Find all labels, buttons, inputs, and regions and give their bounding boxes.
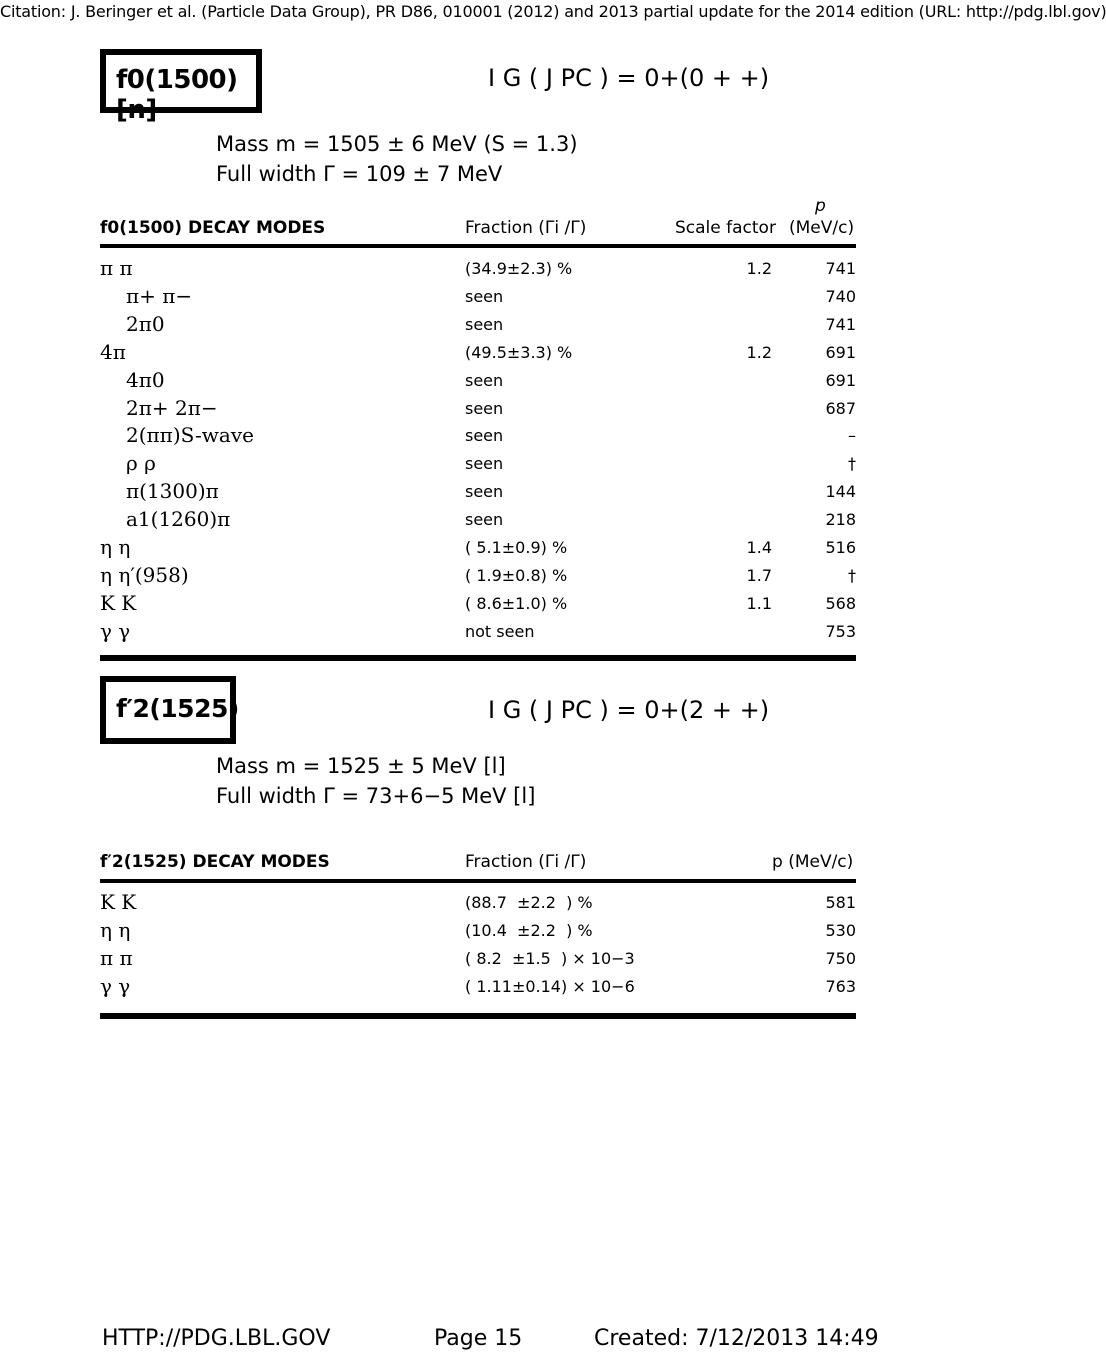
- table-row: [100, 918, 856, 946]
- table-row: [100, 479, 856, 507]
- table-row: [100, 340, 856, 368]
- momentum-value: 691: [825, 342, 856, 362]
- momentum-value: –: [848, 426, 856, 446]
- footer-created: Created: 7/12/2013 14:49: [594, 1326, 879, 1351]
- table-row: [100, 890, 856, 918]
- momentum-value: 741: [825, 259, 856, 278]
- table-row: [100, 946, 856, 974]
- scale-factor-header: Scale factor: [675, 218, 776, 238]
- fraction-value: ( 8.6±1.0) %: [465, 593, 568, 613]
- fraction-value: seen: [465, 314, 504, 334]
- table-row: [100, 591, 856, 619]
- table-row: [100, 451, 856, 479]
- particle-title-box: [100, 49, 262, 125]
- mass-line-2: Mass m = 1525 ± 5 MeV [l]: [216, 754, 506, 778]
- table-row: [100, 396, 856, 424]
- table-row: [100, 619, 856, 647]
- momentum-value: 741: [825, 314, 856, 334]
- fraction-value: seen: [465, 286, 504, 306]
- fraction-value: (88.7 ±2.2 ) %: [465, 893, 593, 912]
- decay-mode: 2π+ 2π−: [126, 395, 218, 420]
- fraction-value: (49.5±3.3) %: [465, 342, 573, 362]
- footer-page: Page 15: [434, 1326, 523, 1351]
- section-rule-2: [100, 1013, 856, 1019]
- momentum-value: 691: [825, 370, 856, 390]
- width-line-2: Full width Γ = 73+6−5 MeV [l]: [216, 784, 536, 808]
- scale-factor-value: 1.4: [746, 538, 772, 557]
- momentum-value: 218: [825, 510, 856, 530]
- quantum-numbers-2: I G ( J PC ) = 0+(2 + +): [488, 696, 770, 724]
- particle-name: f0(1500) [n]: [116, 65, 238, 125]
- header-rule-2: [100, 879, 856, 883]
- decay-mode: π π: [100, 256, 133, 280]
- momentum-value: 568: [825, 593, 856, 613]
- table-row: [100, 507, 856, 535]
- section-rule: [100, 655, 856, 661]
- decay-mode: ρ ρ: [126, 451, 156, 476]
- momentum-value: 144: [825, 482, 856, 502]
- momentum-value: 687: [825, 398, 856, 418]
- mass-line: Mass m = 1505 ± 6 MeV (S = 1.3): [216, 132, 578, 156]
- table-row: [100, 284, 856, 312]
- table-row: [100, 256, 856, 284]
- decay-mode: η η: [100, 917, 131, 942]
- scale-factor-value: 1.1: [746, 593, 772, 613]
- momentum-value: 750: [825, 948, 856, 968]
- fraction-value: seen: [465, 370, 504, 390]
- momentum-value: 763: [825, 976, 856, 996]
- decay-modes-header-2: f′2(1525) DECAY MODES: [100, 852, 330, 872]
- decay-mode: π+ π−: [126, 283, 193, 308]
- particle-name-2: f′2(1525): [116, 694, 239, 723]
- fraction-value: ( 1.11±0.14) × 10−6: [465, 976, 635, 996]
- decay-mode: 4π0: [126, 367, 165, 392]
- scale-factor-value: 1.2: [746, 259, 772, 278]
- scale-factor-value: 1.2: [746, 342, 772, 362]
- momentum-value: †: [848, 454, 856, 474]
- fraction-value: (10.4 ±2.2 ) %: [465, 920, 593, 940]
- scale-factor-value: 1.7: [746, 565, 772, 585]
- table-row: [100, 312, 856, 340]
- fraction-value: ( 8.2 ±1.5 ) × 10−3: [465, 948, 635, 968]
- table-row: [100, 535, 856, 563]
- header-rule: [100, 244, 856, 248]
- decay-mode: η η′(958): [100, 562, 189, 587]
- table-row: [100, 563, 856, 591]
- fraction-header-2: Fraction (Γi /Γ): [465, 852, 587, 872]
- fraction-value: seen: [465, 426, 504, 446]
- momentum-value: †: [848, 565, 856, 585]
- fraction-value: not seen: [465, 621, 535, 641]
- decay-modes-header: f0(1500) DECAY MODES: [100, 218, 326, 238]
- decay-mode: 2(ππ)S-wave: [126, 423, 254, 448]
- table-row: [100, 423, 856, 451]
- width-line: Full width Γ = 109 ± 7 MeV: [216, 162, 503, 186]
- fraction-value: seen: [465, 398, 504, 418]
- decay-mode: π(1300)π: [126, 479, 219, 504]
- fraction-value: seen: [465, 482, 504, 502]
- momentum-value: 516: [825, 538, 856, 557]
- momentum-value: 753: [825, 621, 856, 641]
- momentum-value: 530: [825, 920, 856, 940]
- table-row: [100, 974, 856, 1002]
- decay-mode: γ γ: [100, 973, 131, 998]
- decay-mode: K K: [100, 590, 137, 615]
- fraction-value: ( 1.9±0.8) %: [465, 565, 568, 585]
- p-header-top: p: [815, 196, 826, 216]
- decay-mode: π π: [100, 945, 133, 970]
- p-header-unit: (MeV/c): [789, 218, 855, 238]
- momentum-value: 740: [825, 286, 856, 306]
- citation-line: Citation: J. Beringer et al. (Particle Data Group), PR D86, 010001 (2012) and 2013 partial update for the 2014 edition (URL: http://pdg.lbl.gov): [0, 2, 1106, 21]
- fraction-value: (34.9±2.3) %: [465, 259, 573, 278]
- fraction-value: seen: [465, 510, 504, 530]
- fraction-value: seen: [465, 454, 504, 474]
- decay-mode: 2π0: [126, 311, 165, 336]
- decay-mode: η η: [100, 535, 131, 559]
- footer-url: HTTP://PDG.LBL.GOV: [102, 1326, 331, 1351]
- fraction-header: Fraction (Γi /Γ): [465, 218, 587, 238]
- decay-mode: K K: [100, 890, 137, 914]
- decay-mode: γ γ: [100, 618, 131, 643]
- decay-mode: a1(1260)π: [126, 507, 231, 532]
- p-header-2: p (MeV/c): [772, 852, 854, 872]
- quantum-numbers: I G ( J PC ) = 0+(0 + +): [488, 64, 770, 92]
- particle-title-box-2: [100, 676, 239, 744]
- momentum-value: 581: [825, 893, 856, 912]
- table-row: [100, 368, 856, 396]
- decay-mode: 4π: [100, 339, 126, 364]
- fraction-value: ( 5.1±0.9) %: [465, 538, 568, 557]
